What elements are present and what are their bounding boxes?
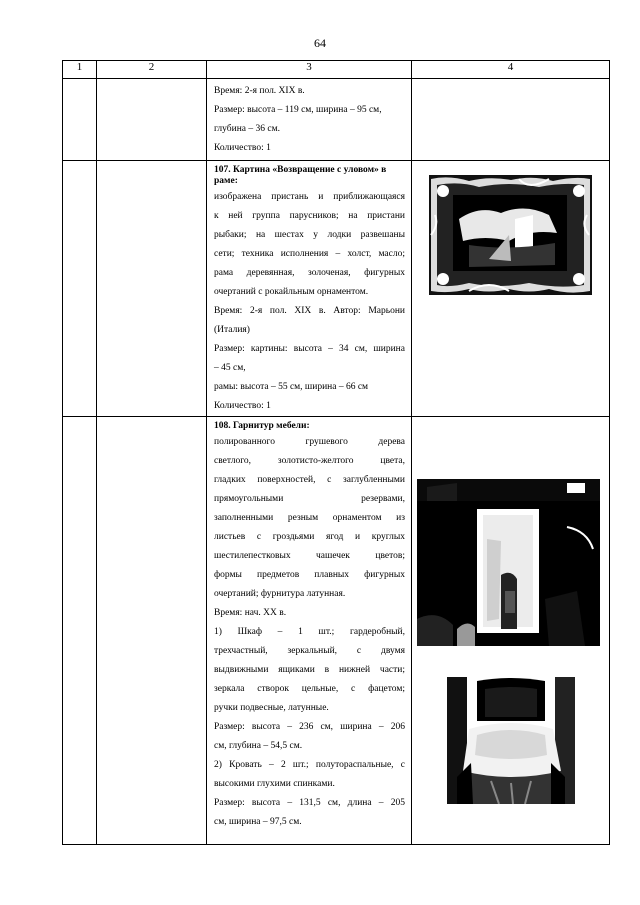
desc-line: сети; техника исполнения – холст, масло; [214,249,405,259]
desc-line: Количество: 1 [214,401,271,411]
desc-line: рама деревянная, золоченая, фигурных [214,268,405,278]
item-title: 108. Гарнитур мебели: [214,421,310,431]
desc-line: изображена пристань и приближающаяся [214,192,405,202]
header-col-3: 3 [207,61,412,79]
desc-line: Время: 2-я пол. XIX в. [214,86,305,96]
header-col-1: 1 [63,61,97,79]
desc-line: Размер: высота – 236 см, ширина – 206 [214,722,405,732]
desc-line: глубина – 36 см. [214,124,280,134]
desc-line: полированного грушевого дерева [214,437,405,447]
cell-description [207,79,412,161]
desc-line: Размер: высота – 119 см, ширина – 95 см, [214,105,382,115]
desc-line: Размер: картины: высота – 34 см, ширина [214,344,405,354]
cell-photo [412,161,610,417]
page-number: 64 [314,36,326,50]
table-row [63,79,610,161]
desc-line: трехчастный, зеркальный, с двумя [214,646,405,656]
desc-line: – 45 см, [214,363,246,373]
desc-line: формы предметов плавных фигурных [214,570,405,580]
desc-line: очертаний с рокайльным орнаментом. [214,287,369,297]
desc-line: (Италия) [214,325,250,335]
cell-blank [97,417,207,845]
desc-line: см, глубина – 54,5 см. [214,741,303,751]
desc-line: 2) Кровать – 2 шт.; полутораспальные, с [214,760,405,770]
desc-line: Количество: 1 [214,143,271,153]
desc-line: заполненными резным орнаментом из [214,513,405,523]
desc-line: зеркала створок цельные, с фацетом; [214,684,405,694]
desc-line: Размер: высота – 131,5 см, длина – 205 [214,798,405,808]
desc-line: листьев с гроздьями ягод и круглых [214,532,405,542]
cell-description [207,417,412,845]
desc-line: светлого, золотисто-желтого цвета, [214,456,405,466]
desc-line: рамы: высота – 55 см, ширина – 66 см [214,382,369,392]
cell-photo [412,79,610,161]
cell-photo [412,417,610,845]
cell-description [207,161,412,417]
painting-photo [429,175,592,295]
cell-blank [97,79,207,161]
desc-line: высокими глухими спинками. [214,779,335,789]
cell-blank [97,161,207,417]
cell-number [63,79,97,161]
cell-number [63,161,97,417]
desc-line: рыбаки; на шестах у лодки развешаны [214,230,405,240]
header-col-4: 4 [412,61,610,79]
desc-line: выдвижными ящиками в нижней части; [214,665,405,675]
wardrobe-photo [417,479,600,646]
desc-line: шестилепестковых чашечек цветов; [214,551,405,561]
inventory-table [62,60,610,845]
desc-line: 1) Шкаф – 1 шт.; гардеробный, [214,627,405,637]
desc-line: гладких поверхностей, с заглубленными [214,475,405,485]
desc-line: см, ширина – 97,5 см. [214,817,302,827]
bed-photo [447,659,575,804]
desc-line: очертаний; фурнитура латунная. [214,589,346,599]
header-col-2: 2 [97,61,207,79]
desc-line: Время: нач. XX в. [214,608,287,618]
item-title: 107. Картина «Возвращение с уловом» в раме: [214,165,387,186]
table-row [63,417,610,845]
desc-line: прямоугольными резервами, [214,494,405,504]
desc-line: к ней группа парусников; на пристани [214,211,405,221]
header-row [63,61,610,79]
desc-line: ручки подвесные, латунные. [214,703,329,713]
cell-number [63,417,97,845]
table-row [63,161,610,417]
desc-line: Время: 2-я пол. XIX в. Автор: Марьони [214,306,405,316]
